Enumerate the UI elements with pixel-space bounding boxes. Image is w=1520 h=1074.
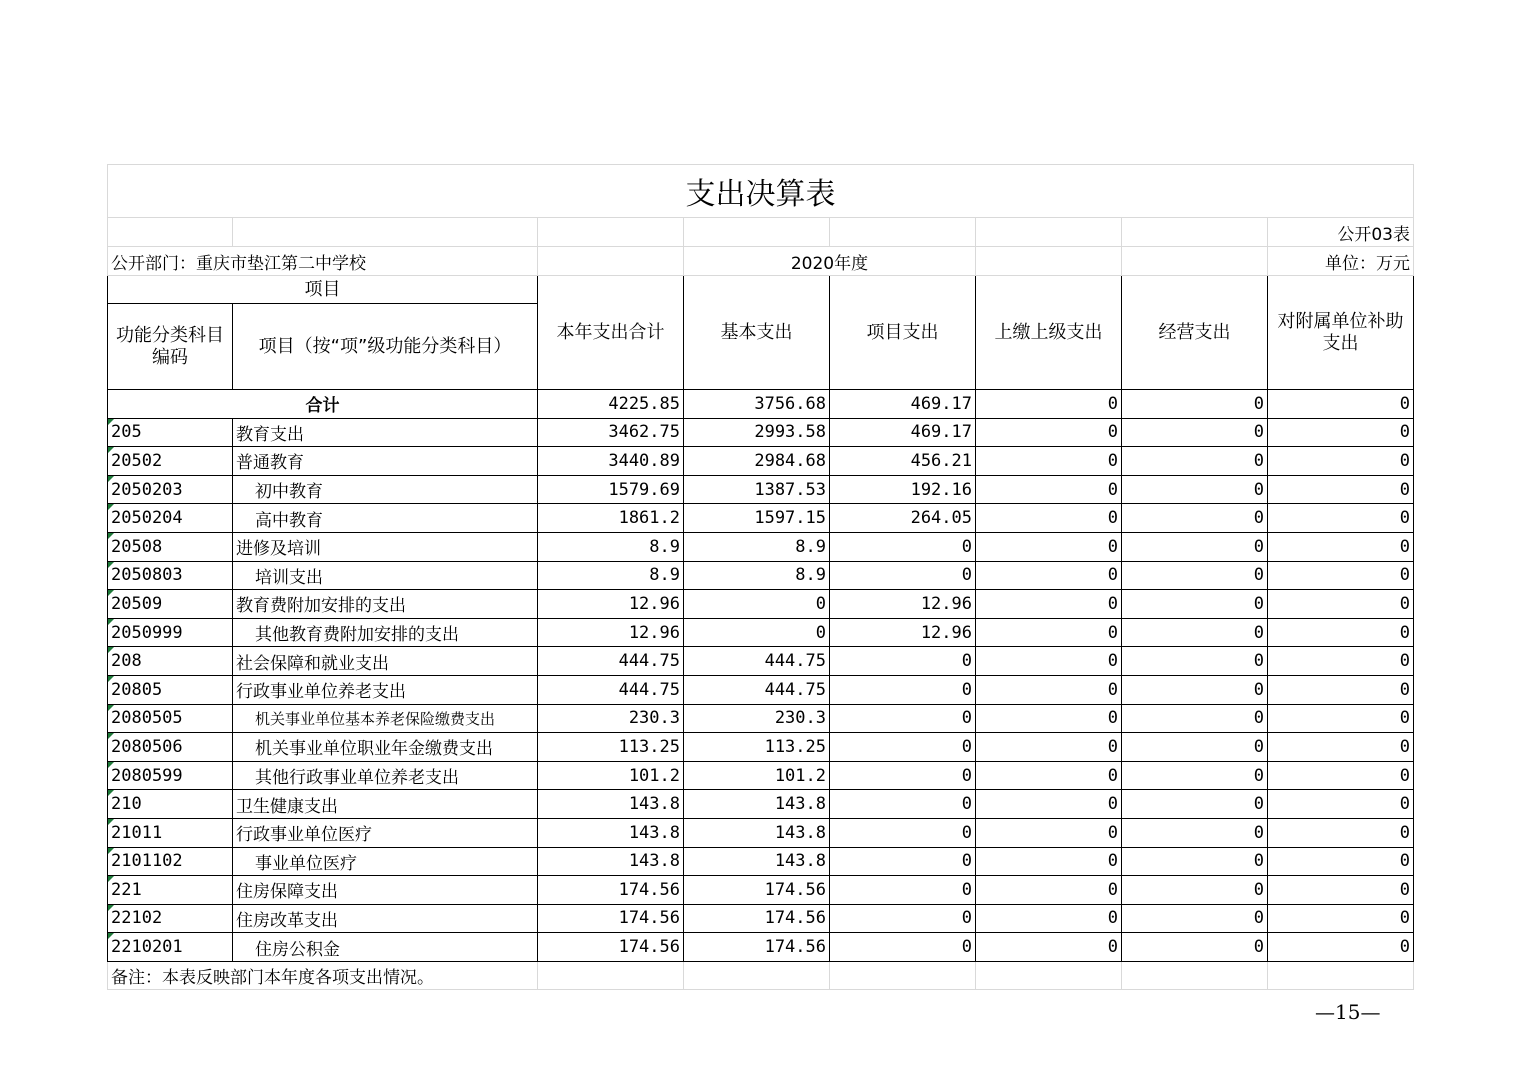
row-value: 0: [976, 704, 1122, 733]
row-name: 其他行政事业单位养老支出: [233, 761, 538, 790]
table-row: [108, 418, 1414, 447]
row-value: 0: [1122, 618, 1268, 647]
row-value: 444.75: [684, 675, 830, 704]
row-value: 0: [684, 590, 830, 619]
row-value: 174.56: [538, 904, 684, 933]
row-name: 高中教育: [233, 504, 538, 533]
row-value: 0: [1122, 733, 1268, 762]
row-value: 0: [830, 647, 976, 676]
row-value: 0: [1268, 818, 1414, 847]
table-row: [108, 618, 1414, 647]
row-value: 0: [976, 447, 1122, 476]
row-value: 143.8: [538, 818, 684, 847]
row-value: 0: [1122, 790, 1268, 819]
row-name: 普通教育: [233, 447, 538, 476]
row-value: 230.3: [684, 704, 830, 733]
row-value: 3440.89: [538, 447, 684, 476]
row-value: 0: [1122, 876, 1268, 905]
row-value: 2984.68: [684, 447, 830, 476]
row-value: 0: [1268, 733, 1414, 762]
row-value: 0: [976, 818, 1122, 847]
row-value: 192.16: [830, 475, 976, 504]
row-value: 0: [1268, 561, 1414, 590]
row-value: 0: [1122, 704, 1268, 733]
row-name: 进修及培训: [233, 532, 538, 561]
row-value: 469.17: [830, 418, 976, 447]
row-code: 22102: [108, 904, 233, 933]
header-upper: 上缴上级支出: [976, 276, 1122, 390]
row-name: 卫生健康支出: [233, 790, 538, 819]
row-value: 8.9: [684, 561, 830, 590]
row-value: 0: [976, 532, 1122, 561]
row-value: 0: [684, 618, 830, 647]
row-code: 2050803: [108, 561, 233, 590]
header-code: 功能分类科目编码: [108, 304, 233, 390]
row-value: 0: [976, 790, 1122, 819]
row-value: 174.56: [684, 933, 830, 962]
row-value: 444.75: [538, 675, 684, 704]
row-value: 0: [1122, 504, 1268, 533]
row-value: 0: [1122, 847, 1268, 876]
row-value: 0: [1268, 532, 1414, 561]
row-value: 0: [1122, 590, 1268, 619]
row-value: 0: [1268, 647, 1414, 676]
table-row: [108, 590, 1414, 619]
row-value: 0: [1268, 933, 1414, 962]
row-value: 1387.53: [684, 475, 830, 504]
row-value: 0: [1268, 904, 1414, 933]
row-name: 住房保障支出: [233, 876, 538, 905]
table-row: [108, 904, 1414, 933]
row-name: 机关事业单位职业年金缴费支出: [233, 733, 538, 762]
row-value: 174.56: [684, 876, 830, 905]
row-value: 0: [1268, 876, 1414, 905]
table-row: [108, 675, 1414, 704]
table-row: [108, 475, 1414, 504]
row-value: 174.56: [538, 876, 684, 905]
row-name: 行政事业单位养老支出: [233, 675, 538, 704]
row-value: 0: [976, 590, 1122, 619]
row-name: 机关事业单位基本养老保险缴费支出: [233, 704, 538, 733]
total-cell: 0: [1268, 390, 1414, 419]
unit-label: 单位：万元: [1268, 247, 1414, 276]
row-value: 3462.75: [538, 418, 684, 447]
table-row: [108, 647, 1414, 676]
row-code: 2210201: [108, 933, 233, 962]
row-name: 事业单位医疗: [233, 847, 538, 876]
row-value: 0: [976, 561, 1122, 590]
row-value: 0: [1122, 475, 1268, 504]
row-code: 2050999: [108, 618, 233, 647]
table-title: 支出决算表: [108, 165, 1414, 218]
row-name: 其他教育费附加安排的支出: [233, 618, 538, 647]
row-value: 0: [1268, 475, 1414, 504]
total-cell: 3756.68: [684, 390, 830, 419]
row-value: 456.21: [830, 447, 976, 476]
row-value: 0: [1122, 904, 1268, 933]
table-row: [108, 876, 1414, 905]
row-value: 0: [976, 504, 1122, 533]
row-value: 0: [1122, 647, 1268, 676]
row-name: 初中教育: [233, 475, 538, 504]
row-value: 0: [1268, 704, 1414, 733]
row-value: 174.56: [538, 933, 684, 962]
table-row: [108, 504, 1414, 533]
expenditure-sheet: [107, 164, 1413, 990]
row-value: 0: [1268, 418, 1414, 447]
table-row: [108, 790, 1414, 819]
row-value: 1597.15: [684, 504, 830, 533]
row-value: 12.96: [538, 590, 684, 619]
row-value: 12.96: [830, 590, 976, 619]
row-value: 0: [1122, 818, 1268, 847]
row-value: 143.8: [684, 847, 830, 876]
row-value: 0: [976, 876, 1122, 905]
table-row: [108, 561, 1414, 590]
row-value: 0: [830, 818, 976, 847]
table-row: [108, 704, 1414, 733]
row-value: 1861.2: [538, 504, 684, 533]
header-project: 项目: [108, 276, 538, 304]
row-value: 0: [1268, 761, 1414, 790]
table-row: [108, 733, 1414, 762]
row-value: 444.75: [684, 647, 830, 676]
row-value: 101.2: [538, 761, 684, 790]
row-value: 1579.69: [538, 475, 684, 504]
row-code: 20502: [108, 447, 233, 476]
row-value: 0: [1268, 504, 1414, 533]
row-code: 205: [108, 418, 233, 447]
table-row: [108, 933, 1414, 962]
total-row: [108, 390, 1414, 419]
row-code: 2080599: [108, 761, 233, 790]
row-value: 0: [830, 904, 976, 933]
row-value: 0: [976, 733, 1122, 762]
row-value: 0: [830, 675, 976, 704]
row-value: 0: [830, 876, 976, 905]
page-number: —15—: [1315, 1000, 1381, 1024]
row-value: 0: [830, 532, 976, 561]
expenditure-table: [107, 164, 1414, 990]
row-name: 社会保障和就业支出: [233, 647, 538, 676]
table-row: [108, 532, 1414, 561]
total-label: 合计: [108, 390, 538, 419]
row-value: 0: [1268, 790, 1414, 819]
row-value: 0: [976, 904, 1122, 933]
row-value: 0: [1122, 761, 1268, 790]
total-cell: 469.17: [830, 390, 976, 419]
header-business: 经营支出: [1122, 276, 1268, 390]
row-name: 培训支出: [233, 561, 538, 590]
year-label: 2020年度: [684, 247, 976, 276]
row-value: 143.8: [684, 790, 830, 819]
row-value: 2993.58: [684, 418, 830, 447]
row-value: 0: [1122, 933, 1268, 962]
row-value: 174.56: [684, 904, 830, 933]
row-value: 230.3: [538, 704, 684, 733]
header-project-expense: 项目支出: [830, 276, 976, 390]
table-note: 备注：本表反映部门本年度各项支出情况。: [108, 961, 538, 989]
row-value: 0: [976, 647, 1122, 676]
table-row: [108, 761, 1414, 790]
total-cell: 4225.85: [538, 390, 684, 419]
row-value: 0: [976, 618, 1122, 647]
row-value: 0: [830, 933, 976, 962]
row-value: 0: [830, 733, 976, 762]
row-value: 0: [1122, 561, 1268, 590]
row-value: 8.9: [538, 561, 684, 590]
row-code: 221: [108, 876, 233, 905]
row-value: 0: [1268, 847, 1414, 876]
row-value: 0: [1268, 618, 1414, 647]
table-row: [108, 447, 1414, 476]
row-value: 444.75: [538, 647, 684, 676]
row-code: 210: [108, 790, 233, 819]
row-code: 2080506: [108, 733, 233, 762]
header-name: 项目（按“项”级功能分类科目）: [233, 304, 538, 390]
table-row: [108, 818, 1414, 847]
header-total: 本年支出合计: [538, 276, 684, 390]
table-number: 公开03表: [1268, 218, 1414, 247]
row-value: 0: [976, 418, 1122, 447]
row-value: 0: [1122, 675, 1268, 704]
row-name: 教育支出: [233, 418, 538, 447]
row-value: 101.2: [684, 761, 830, 790]
row-code: 2050203: [108, 475, 233, 504]
row-value: 0: [976, 761, 1122, 790]
row-name: 行政事业单位医疗: [233, 818, 538, 847]
row-code: 21011: [108, 818, 233, 847]
row-value: 12.96: [830, 618, 976, 647]
header-subsidy: 对附属单位补助支出: [1268, 276, 1414, 390]
row-name: 住房公积金: [233, 933, 538, 962]
row-value: 143.8: [538, 847, 684, 876]
row-value: 0: [976, 675, 1122, 704]
row-value: 0: [1268, 590, 1414, 619]
table-row: [108, 847, 1414, 876]
row-value: 0: [1268, 675, 1414, 704]
department-label: 公开部门：重庆市垫江第二中学校: [108, 247, 538, 276]
row-value: 0: [830, 761, 976, 790]
row-code: 20508: [108, 532, 233, 561]
row-code: 2101102: [108, 847, 233, 876]
row-value: 143.8: [684, 818, 830, 847]
row-code: 2050204: [108, 504, 233, 533]
row-value: 12.96: [538, 618, 684, 647]
row-value: 0: [976, 475, 1122, 504]
row-name: 住房改革支出: [233, 904, 538, 933]
row-value: 264.05: [830, 504, 976, 533]
row-value: 113.25: [538, 733, 684, 762]
row-value: 0: [1122, 447, 1268, 476]
row-value: 0: [976, 847, 1122, 876]
row-value: 8.9: [684, 532, 830, 561]
row-value: 0: [1122, 418, 1268, 447]
row-name: 教育费附加安排的支出: [233, 590, 538, 619]
row-value: 0: [830, 790, 976, 819]
row-value: 0: [830, 561, 976, 590]
row-code: 20805: [108, 675, 233, 704]
row-value: 143.8: [538, 790, 684, 819]
total-cell: 0: [1122, 390, 1268, 419]
row-value: 0: [830, 704, 976, 733]
row-value: 0: [830, 847, 976, 876]
header-basic: 基本支出: [684, 276, 830, 390]
row-value: 0: [1122, 532, 1268, 561]
total-cell: 0: [976, 390, 1122, 419]
row-value: 0: [976, 933, 1122, 962]
row-value: 0: [1268, 447, 1414, 476]
row-code: 20509: [108, 590, 233, 619]
row-value: 113.25: [684, 733, 830, 762]
row-value: 8.9: [538, 532, 684, 561]
row-code: 2080505: [108, 704, 233, 733]
row-code: 208: [108, 647, 233, 676]
